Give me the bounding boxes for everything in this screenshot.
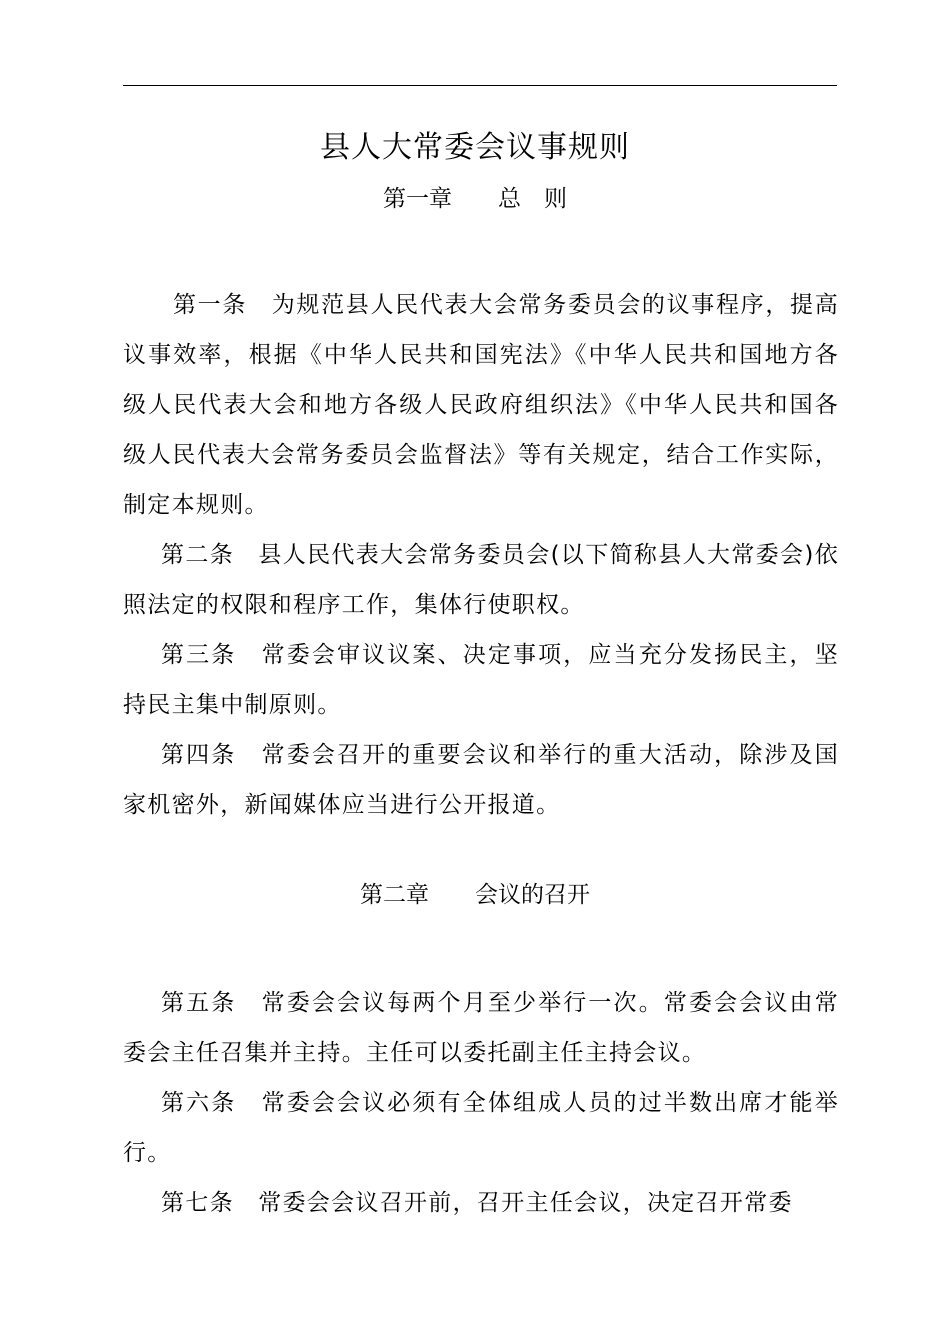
article-5: 第五条 常委会会议每两个月至少举行一次。常委会会议由常委会主任召集并主持。主任可以委托副主任主持会议。 [123,990,839,1066]
chapter-2-body [123,978,839,1228]
article-4: 第四条 常委会召开的重要会议和举行的重大活动，除涉及国家机密外，新闻媒体应当进行公开报道。 [123,742,839,818]
article-6: 第六条 常委会会议必须有全体组成人员的过半数出席才能举行。 [123,1090,839,1166]
header-rule [123,85,837,86]
article-2: 第二条 县人民代表大会常务委员会(以下简称县人大常委会)依照法定的权限和程序工作，集体行使职权。 [123,542,839,618]
article-7: 第七条 常委会会议召开前，召开主任会议，决定召开常委 [161,1190,793,1216]
chapter-2-heading: 第二章 会议的召开 [360,882,590,908]
document-title: 县人大常委会议事规则 [320,130,630,165]
chapter-1-body [123,280,839,830]
article-3: 第三条 常委会审议议案、决定事项，应当充分发扬民主，坚持民主集中制原则。 [123,642,839,718]
article-1: 第一条 为规范县人民代表大会常务委员会的议事程序，提高议事效率，根据《中华人民共和国宪法》《中华人民共和国地方各级人民代表大会和地方各级人民政府组织法》《中华人民共和国各级人民代表大会常务委员会监督法》等有关规定，结合工作实际，制定本规则。 [123,292,839,518]
chapter-1-heading: 第一章 总 则 [383,186,567,212]
